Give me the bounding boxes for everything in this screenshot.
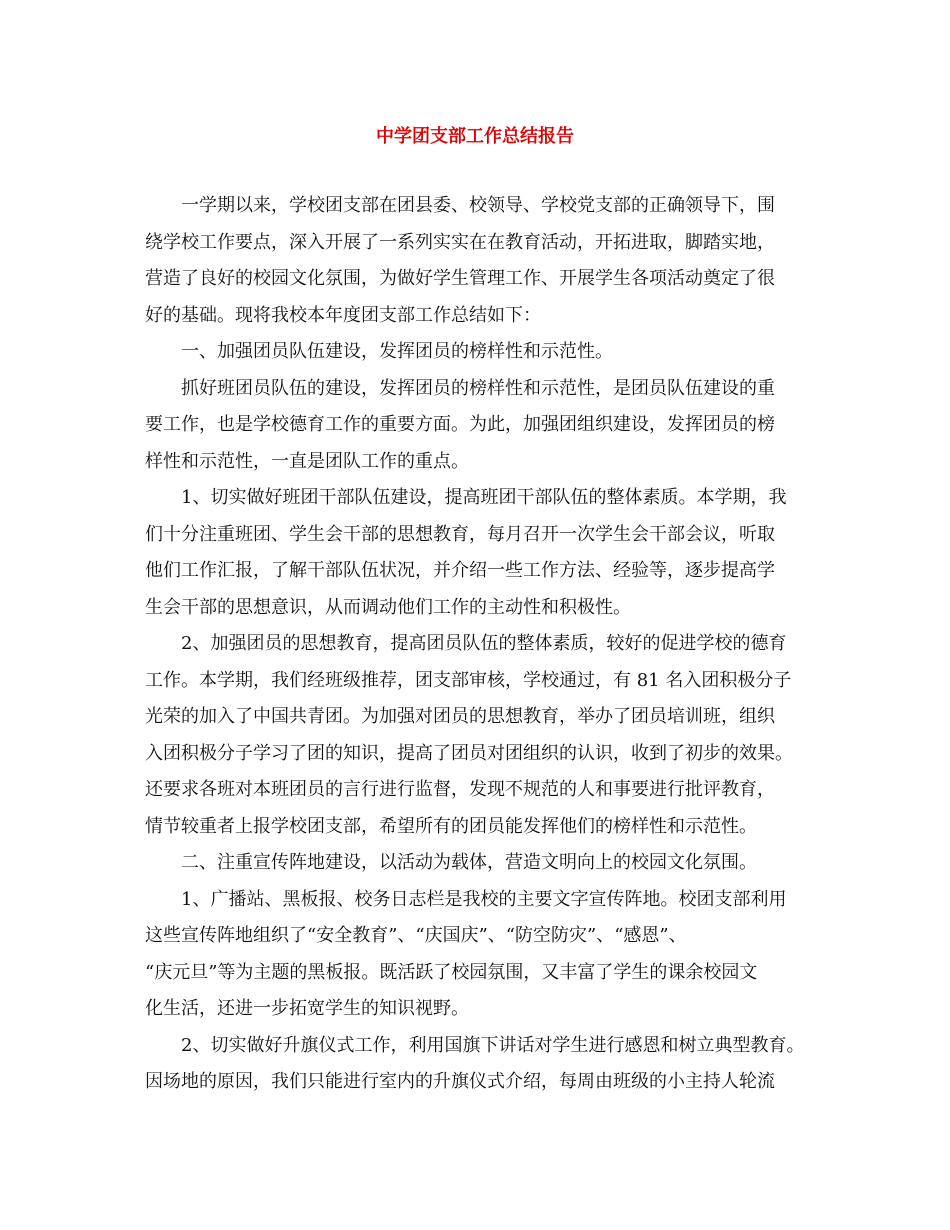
body-line: 们十分注重班团、学生会干部的思想教育，每月召开一次学生会干部会议，听取 <box>145 523 775 545</box>
body-line: 情节较重者上报学校团支部，希望所有的团员能发挥他们的榜样性和示范性。 <box>145 815 757 837</box>
body-line: “庆元旦”等为主题的黑板报。既活跃了校园氛围，又丰富了学生的课余校园文 <box>145 961 758 983</box>
body-line: 光荣的加入了中国共青团。为加强对团员的思想教育，举办了团员培训班，组织 <box>145 706 775 727</box>
body-line: 他们工作汇报，了解干部队伍状况，并介绍一些工作方法、经验等，逐步提高学 <box>145 560 775 581</box>
document-body <box>145 188 815 1101</box>
body-line: 一学期以来，学校团支部在团县委、校领导、学校党支部的正确领导下，围 <box>181 195 775 216</box>
body-line: 化生活，还进一步拓宽学生的知识视野。 <box>145 998 469 1019</box>
body-line: 营造了良好的校园文化氛围，为做好学生管理工作、开展学生各项活动奠定了很 <box>145 268 775 289</box>
body-line: 生会干部的思想意识，从而调动他们工作的主动性和积极性。 <box>145 596 631 618</box>
body-line: 1、广播站、黑板报、校务日志栏是我校的主要文字宣传阵地。校团支部利用 <box>181 888 787 910</box>
body-line: 2、切实做好升旗仪式工作，利用国旗下讲话对学生进行感恩和树立典型教育。 <box>181 1034 805 1056</box>
body-line: 要工作，也是学校德育工作的重要方面。为此，加强团组织建设，发挥团员的榜 <box>145 414 775 435</box>
document-title: 中学团支部工作总结报告 <box>376 126 574 147</box>
body-line: 1、切实做好班团干部队伍建设，提高班团干部队伍的整体素质。本学期，我 <box>181 487 787 508</box>
body-line: 绕学校工作要点，深入开展了一系列实实在在教育活动，开拓进取，脚踏实地， <box>145 231 775 253</box>
body-line: 工作。本学期，我们经班级推荐，团支部审核，学校通过，有 81 名入团积极分子 <box>145 669 792 691</box>
body-line: 好的基础。现将我校本年度团支部工作总结如下： <box>145 304 541 326</box>
body-line: 一、加强团员队伍建设，发挥团员的榜样性和示范性。 <box>181 341 613 362</box>
body-line: 还要求各班对本班团员的言行进行监督，发现不规范的人和事要进行批评教育， <box>145 779 775 800</box>
body-line: 抓好班团员队伍的建设，发挥团员的榜样性和示范性，是团员队伍建设的重 <box>181 377 775 399</box>
body-line: 这些宣传阵地组织了“安全教育”、“庆国庆”、“防空防灾”、“感恩”、 <box>145 925 687 946</box>
body-line: 二、注重宣传阵地建设，以活动为载体，营造文明向上的校园文化氛围。 <box>181 852 757 873</box>
body-line: 2、加强团员的思想教育，提高团员队伍的整体素质，较好的促进学校的德育 <box>181 633 787 654</box>
body-line: 样性和示范性，一直是团队工作的重点。 <box>145 450 469 472</box>
body-line: 因场地的原因，我们只能进行室内的升旗仪式介绍，每周由班级的小主持人轮流 <box>145 1071 775 1092</box>
body-line: 入团积极分子学习了团的知识，提高了团员对团组织的认识，收到了初步的效果。 <box>145 742 793 764</box>
